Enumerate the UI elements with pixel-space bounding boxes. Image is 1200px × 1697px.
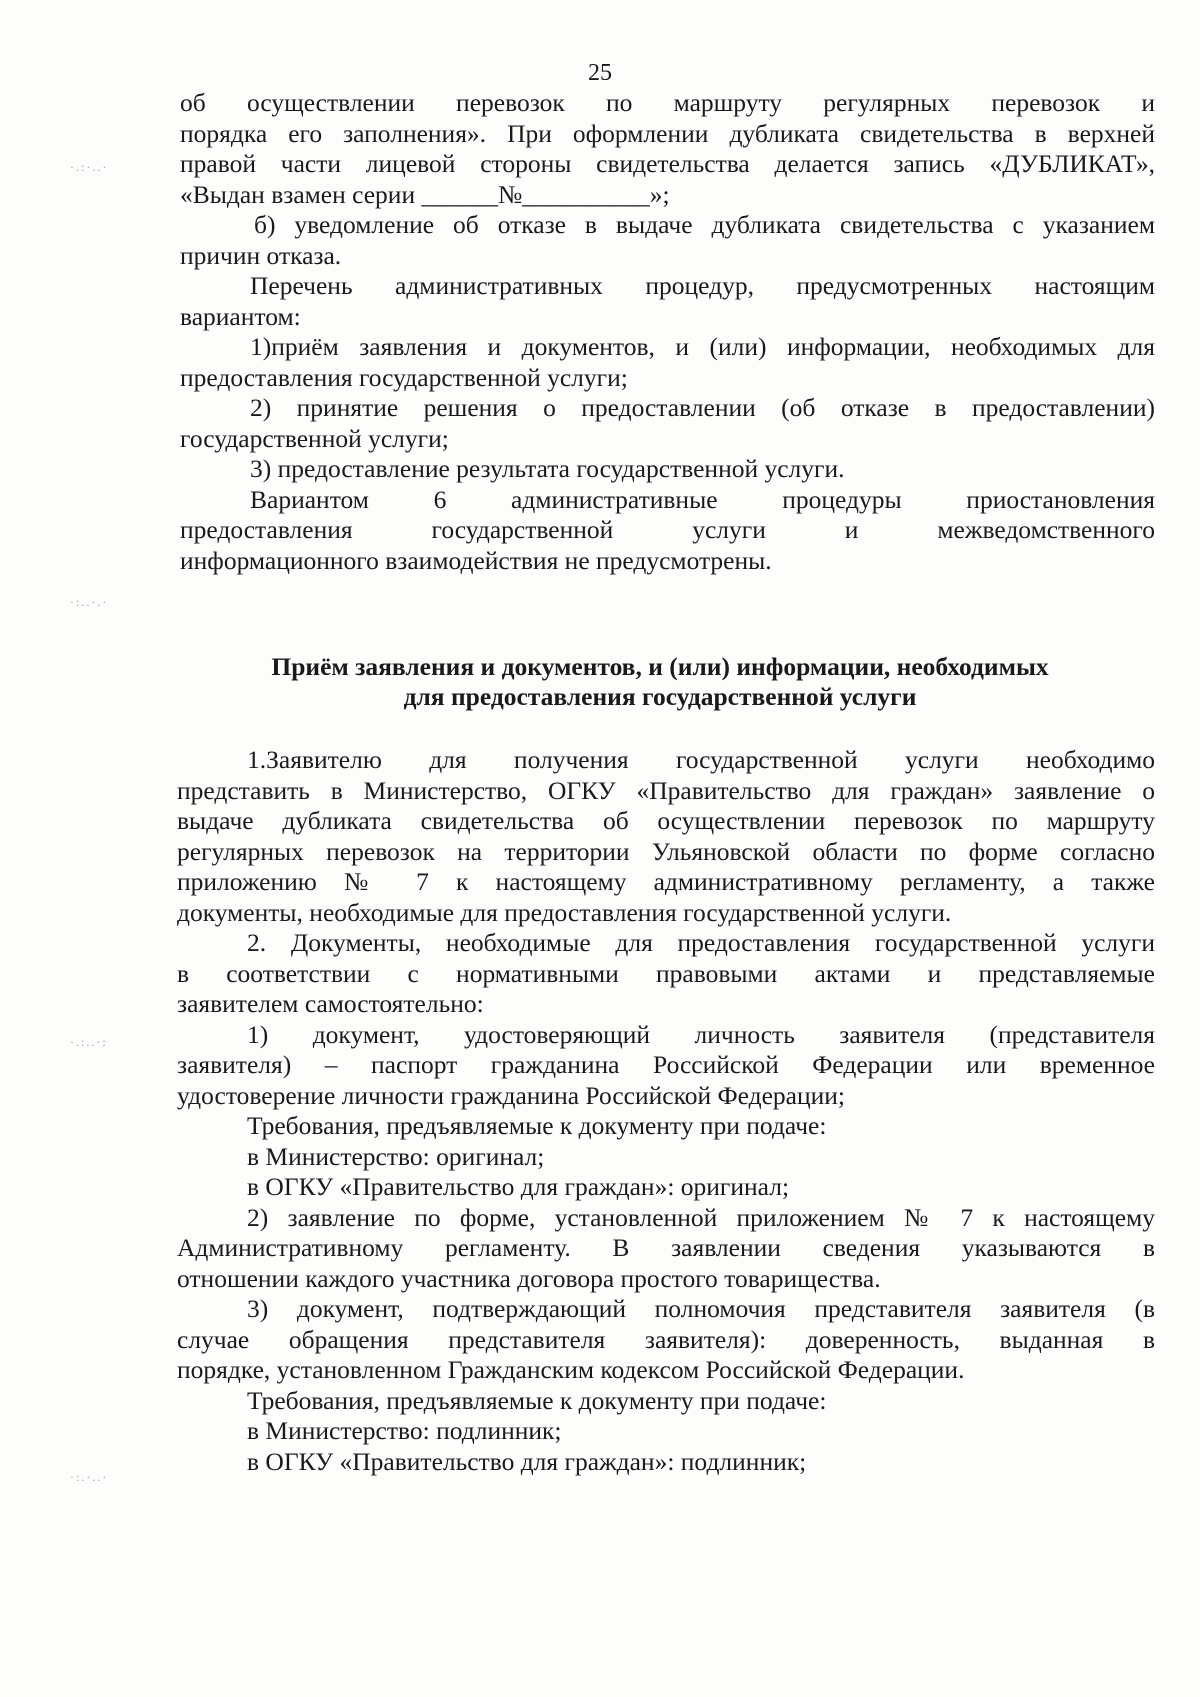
text-line: регулярных перевозок на территории Ульяновской области по форме согласно [177,836,1155,866]
text-line: в Министерство: оригинал; [247,1141,545,1171]
text-line: причин отказа. [180,240,342,270]
text-line: 1)приём заявления и документов, и (или) информации, необходимых для [250,332,1155,361]
text-line: 1) документ, удостоверяющий личность заявителя (представителя [247,1019,1155,1049]
text-line: заявителем самостоятельно: [177,989,484,1018]
text-line: в соответствии с нормативными правовыми актами и представляемые [177,958,1155,988]
scan-speck: ·.:·..· [70,160,109,174]
text-line: Перечень административных процедур, предусмотренных настоящим [250,271,1155,300]
text-line: удостоверение личности гражданина Российской Федерации; [177,1080,845,1110]
text-line: Требования, предъявляемые к документу при подаче: [247,1111,827,1140]
text-line: Вариантом 6 административные процедуры приостановления [250,484,1155,514]
main-block [177,745,1155,1477]
text-line: документы, необходимые для предоставления государственной услуги. [177,897,952,927]
text-line: выдаче дубликата свидетельства об осуществлении перевозок по маршруту [177,806,1155,835]
text-line: в Министерство: подлинник; [247,1416,562,1445]
text-line: информационного взаимодействия не предусмотрены. [180,545,772,575]
text-line: представить в Министерство, ОГКУ «Правительство для граждан» заявление о [177,775,1155,805]
scan-speck: ·:..·.· [70,595,109,609]
text-line: случае обращения представителя заявителя): доверенность, выданная в [177,1324,1155,1354]
text-line: порядка его заполнения». При оформлении дубликата свидетельства в верхней [180,118,1155,148]
text-line: «Выдан взамен серии ______№__________»; [180,179,670,209]
text-line: 1.Заявителю для получения государственной услуги необходимо [247,745,1155,774]
text-line: заявителя) – паспорт гражданина Российской Федерации или временное [177,1050,1155,1079]
text-line: государственной услуги; [180,423,449,453]
text-line: приложению № 7 к настоящему административному регламенту, а также [177,867,1155,896]
intro-block [180,88,1155,576]
section-heading [180,652,1140,712]
page-number: 25 [588,60,612,86]
scan-speck: ·:.·..· [70,1470,109,1484]
text-line: об осуществлении перевозок по маршруту регулярных перевозок и [180,88,1155,117]
text-line: порядке, установленном Гражданским кодексом Российской Федерации. [177,1355,965,1384]
text-line: 3) документ, подтверждающий полномочия представителя заявителя (в [247,1294,1155,1323]
text-line: правой части лицевой стороны свидетельства делается запись «ДУБЛИКАТ», [180,149,1155,178]
text-line: Требования, предъявляемые к документу при подаче: [247,1385,827,1415]
text-line: в ОГКУ «Правительство для граждан»: подлинник; [247,1446,807,1476]
text-line: отношении каждого участника договора простого товарищества. [177,1263,881,1293]
text-line: в ОГКУ «Правительство для граждан»: оригинал; [247,1172,790,1201]
text-line: 2) заявление по форме, установленной приложением № 7 к настоящему [247,1202,1155,1232]
scan-speck: ·.:..·: [70,1035,108,1049]
text-line: 2) принятие решения о предоставлении (об отказе в предоставлении) [250,393,1155,422]
text-line: предоставления государственной услуги и межведомственного [180,515,1155,544]
heading-line: Приём заявления и документов, и (или) информации, необходимых [271,652,1049,681]
text-line: Административному регламенту. В заявлении сведения указываются в [177,1233,1155,1262]
heading-line: для предоставления государственной услуги [403,682,917,711]
text-line: предоставления государственной услуги; [180,362,628,392]
text-line: б) уведомление об отказе в выдаче дубликата свидетельства с указанием [254,210,1155,239]
text-line: 3) предоставление результата государственной услуги. [250,454,845,483]
text-line: вариантом: [180,301,301,331]
text-line: 2. Документы, необходимые для предоставления государственной услуги [247,928,1155,957]
